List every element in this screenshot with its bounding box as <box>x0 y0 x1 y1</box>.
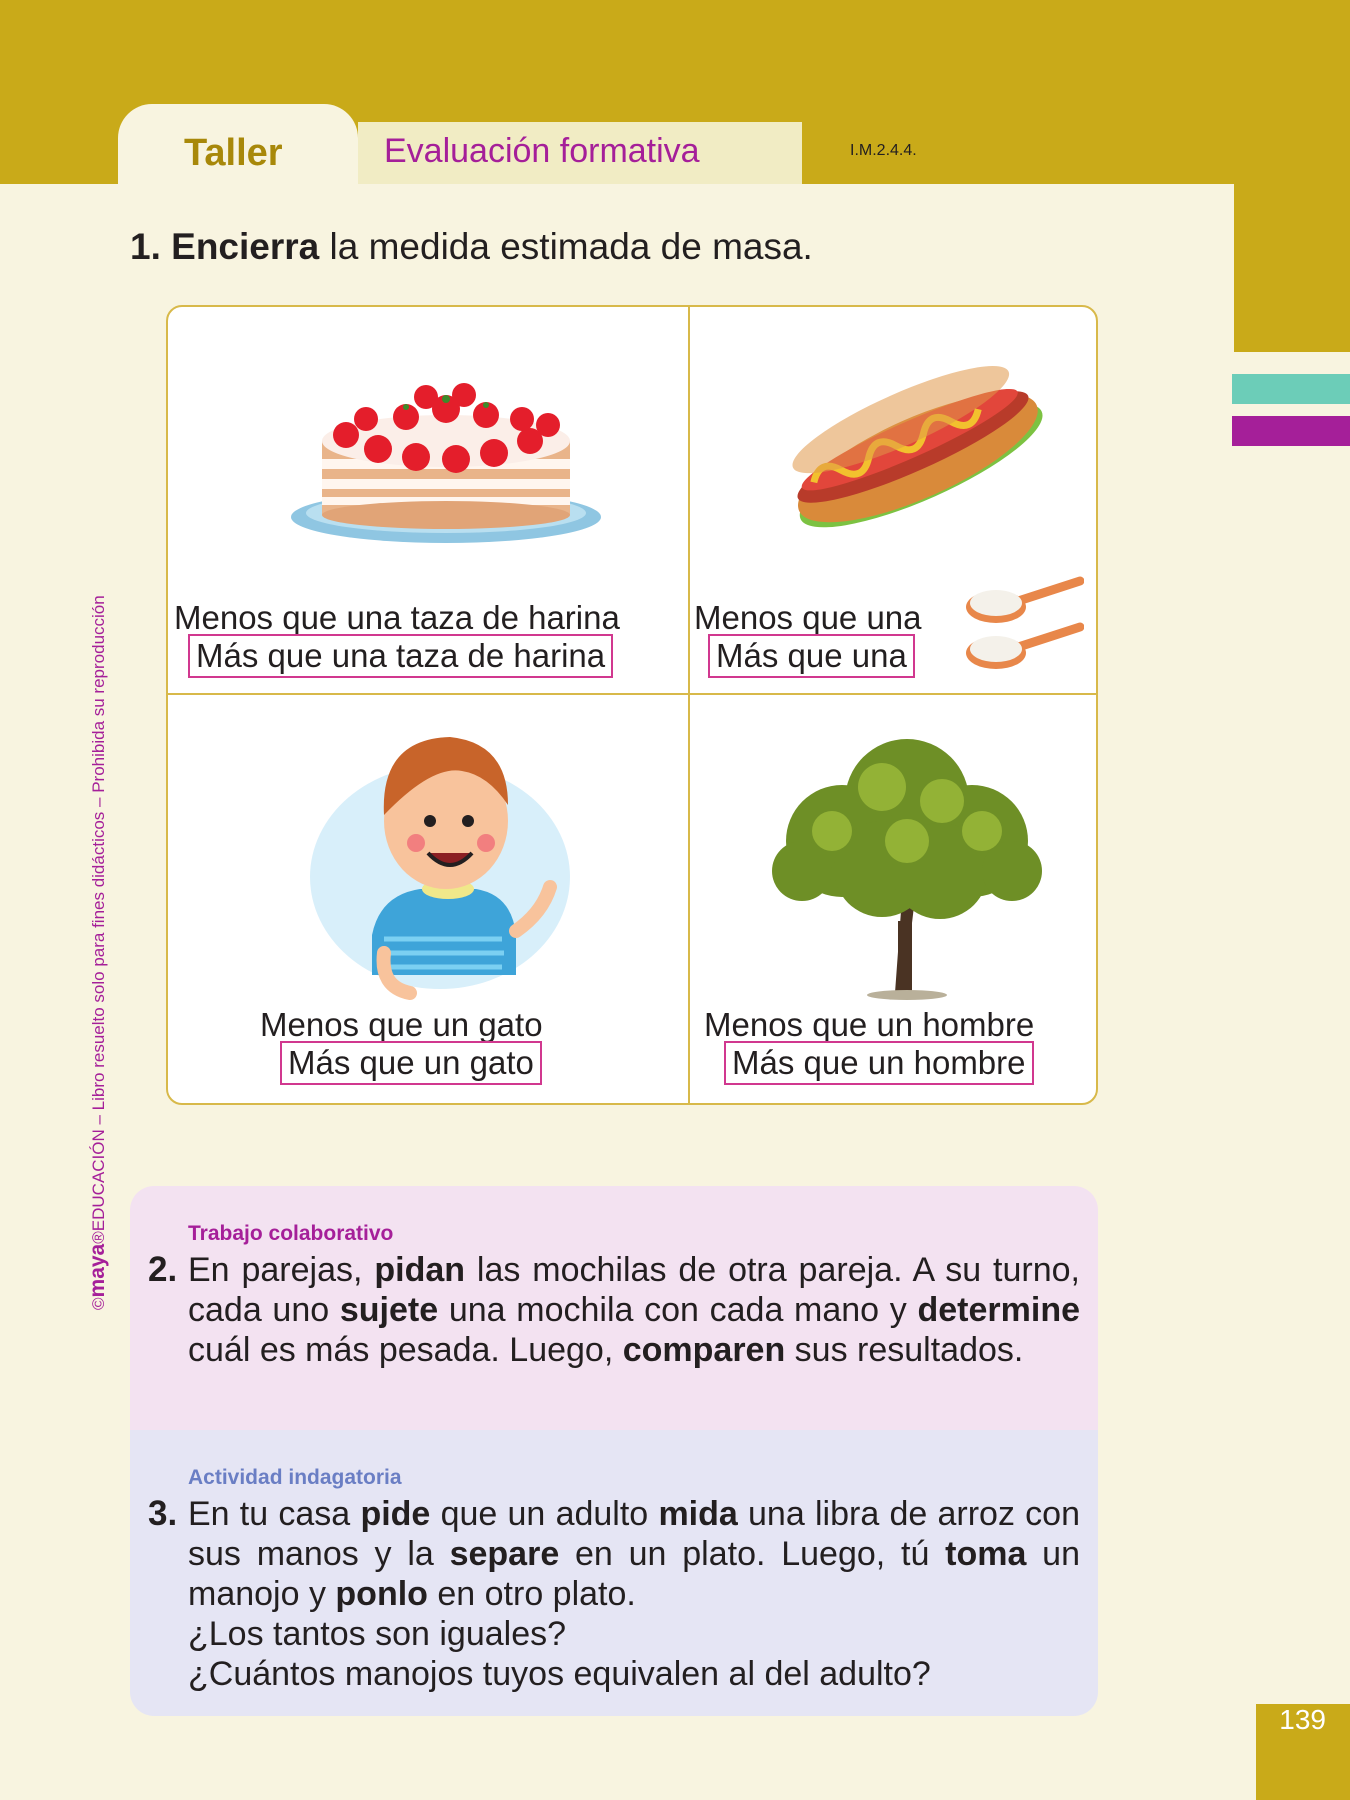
inquiry-label: Actividad indagatoria <box>188 1466 402 1489</box>
right-band <box>1232 0 1350 352</box>
option-less-tree: Menos que un hombre <box>704 1006 1035 1043</box>
question-1 <box>130 226 813 268</box>
tab-evaluacion-formativa <box>358 122 802 184</box>
page-number: 139 <box>1279 1704 1326 1735</box>
question-1-text: la medida estimada de masa. <box>319 226 813 267</box>
collaborative-label: Trabajo colaborativo <box>188 1222 394 1245</box>
spoon-of-rice-icon <box>966 621 1084 679</box>
indicator-code: I.M.2.4.4. <box>850 142 917 159</box>
question-1-number: 1. <box>130 226 161 267</box>
task-3-text: En tu casa pide que un adulto mida una libra de arroz con sus manos y la separe en un plato. Luego, tú toma un manojo y ponlo en otro plato. ¿Los tantos son iguales? ¿Cuántos manojos tuyos equivalen al del adulto? <box>188 1495 1081 1693</box>
option-more-hotdog-circled: Más que una <box>708 634 915 678</box>
option-less-hotdog: Menos que una <box>694 599 922 636</box>
task-3-question-2: ¿Cuántos manojos tuyos equivalen al del adulto? <box>188 1655 931 1693</box>
option-more-tree-circled: Más que un hombre <box>724 1041 1034 1085</box>
teal-stripe <box>1232 374 1350 404</box>
task-2-number: 2. <box>148 1250 178 1289</box>
magenta-stripe <box>1232 416 1350 446</box>
grid-divider-vertical <box>688 307 690 1105</box>
tab-taller-label: Taller <box>184 132 283 174</box>
option-more-cake-circled: Más que una taza de harina <box>188 634 613 678</box>
option-less-boy: Menos que un gato <box>260 1006 543 1043</box>
mass-estimation-grid <box>166 305 1098 1105</box>
brand-logo-text: maya <box>86 1243 109 1298</box>
boy-image <box>300 725 580 1005</box>
option-less-cake: Menos que una taza de harina <box>174 599 620 636</box>
task-3-number: 3. <box>148 1494 178 1533</box>
task-2-text: En parejas, pidan las mochilas de otra pareja. A su turno, cada uno sujete una mochila con cada mano y determine cuál es más pesada. Luego, comparen sus resultados. <box>188 1251 1080 1369</box>
option-more-boy-circled: Más que un gato <box>280 1041 542 1085</box>
task-3-question-1: ¿Los tantos son iguales? <box>188 1615 567 1653</box>
hotdog-image <box>768 347 1058 547</box>
tree-image <box>762 731 1052 1001</box>
tab-eval-label: Evaluación formativa <box>384 132 700 170</box>
copyright-credit: ©maya®EDUCACIÓN – Libro resuelto solo para fines didácticos – Prohibida su reproducción <box>86 595 109 1310</box>
question-1-verb: Encierra <box>171 226 320 267</box>
cake-image <box>286 367 606 547</box>
grid-divider-horizontal <box>168 693 1098 695</box>
tab-taller <box>118 104 358 184</box>
